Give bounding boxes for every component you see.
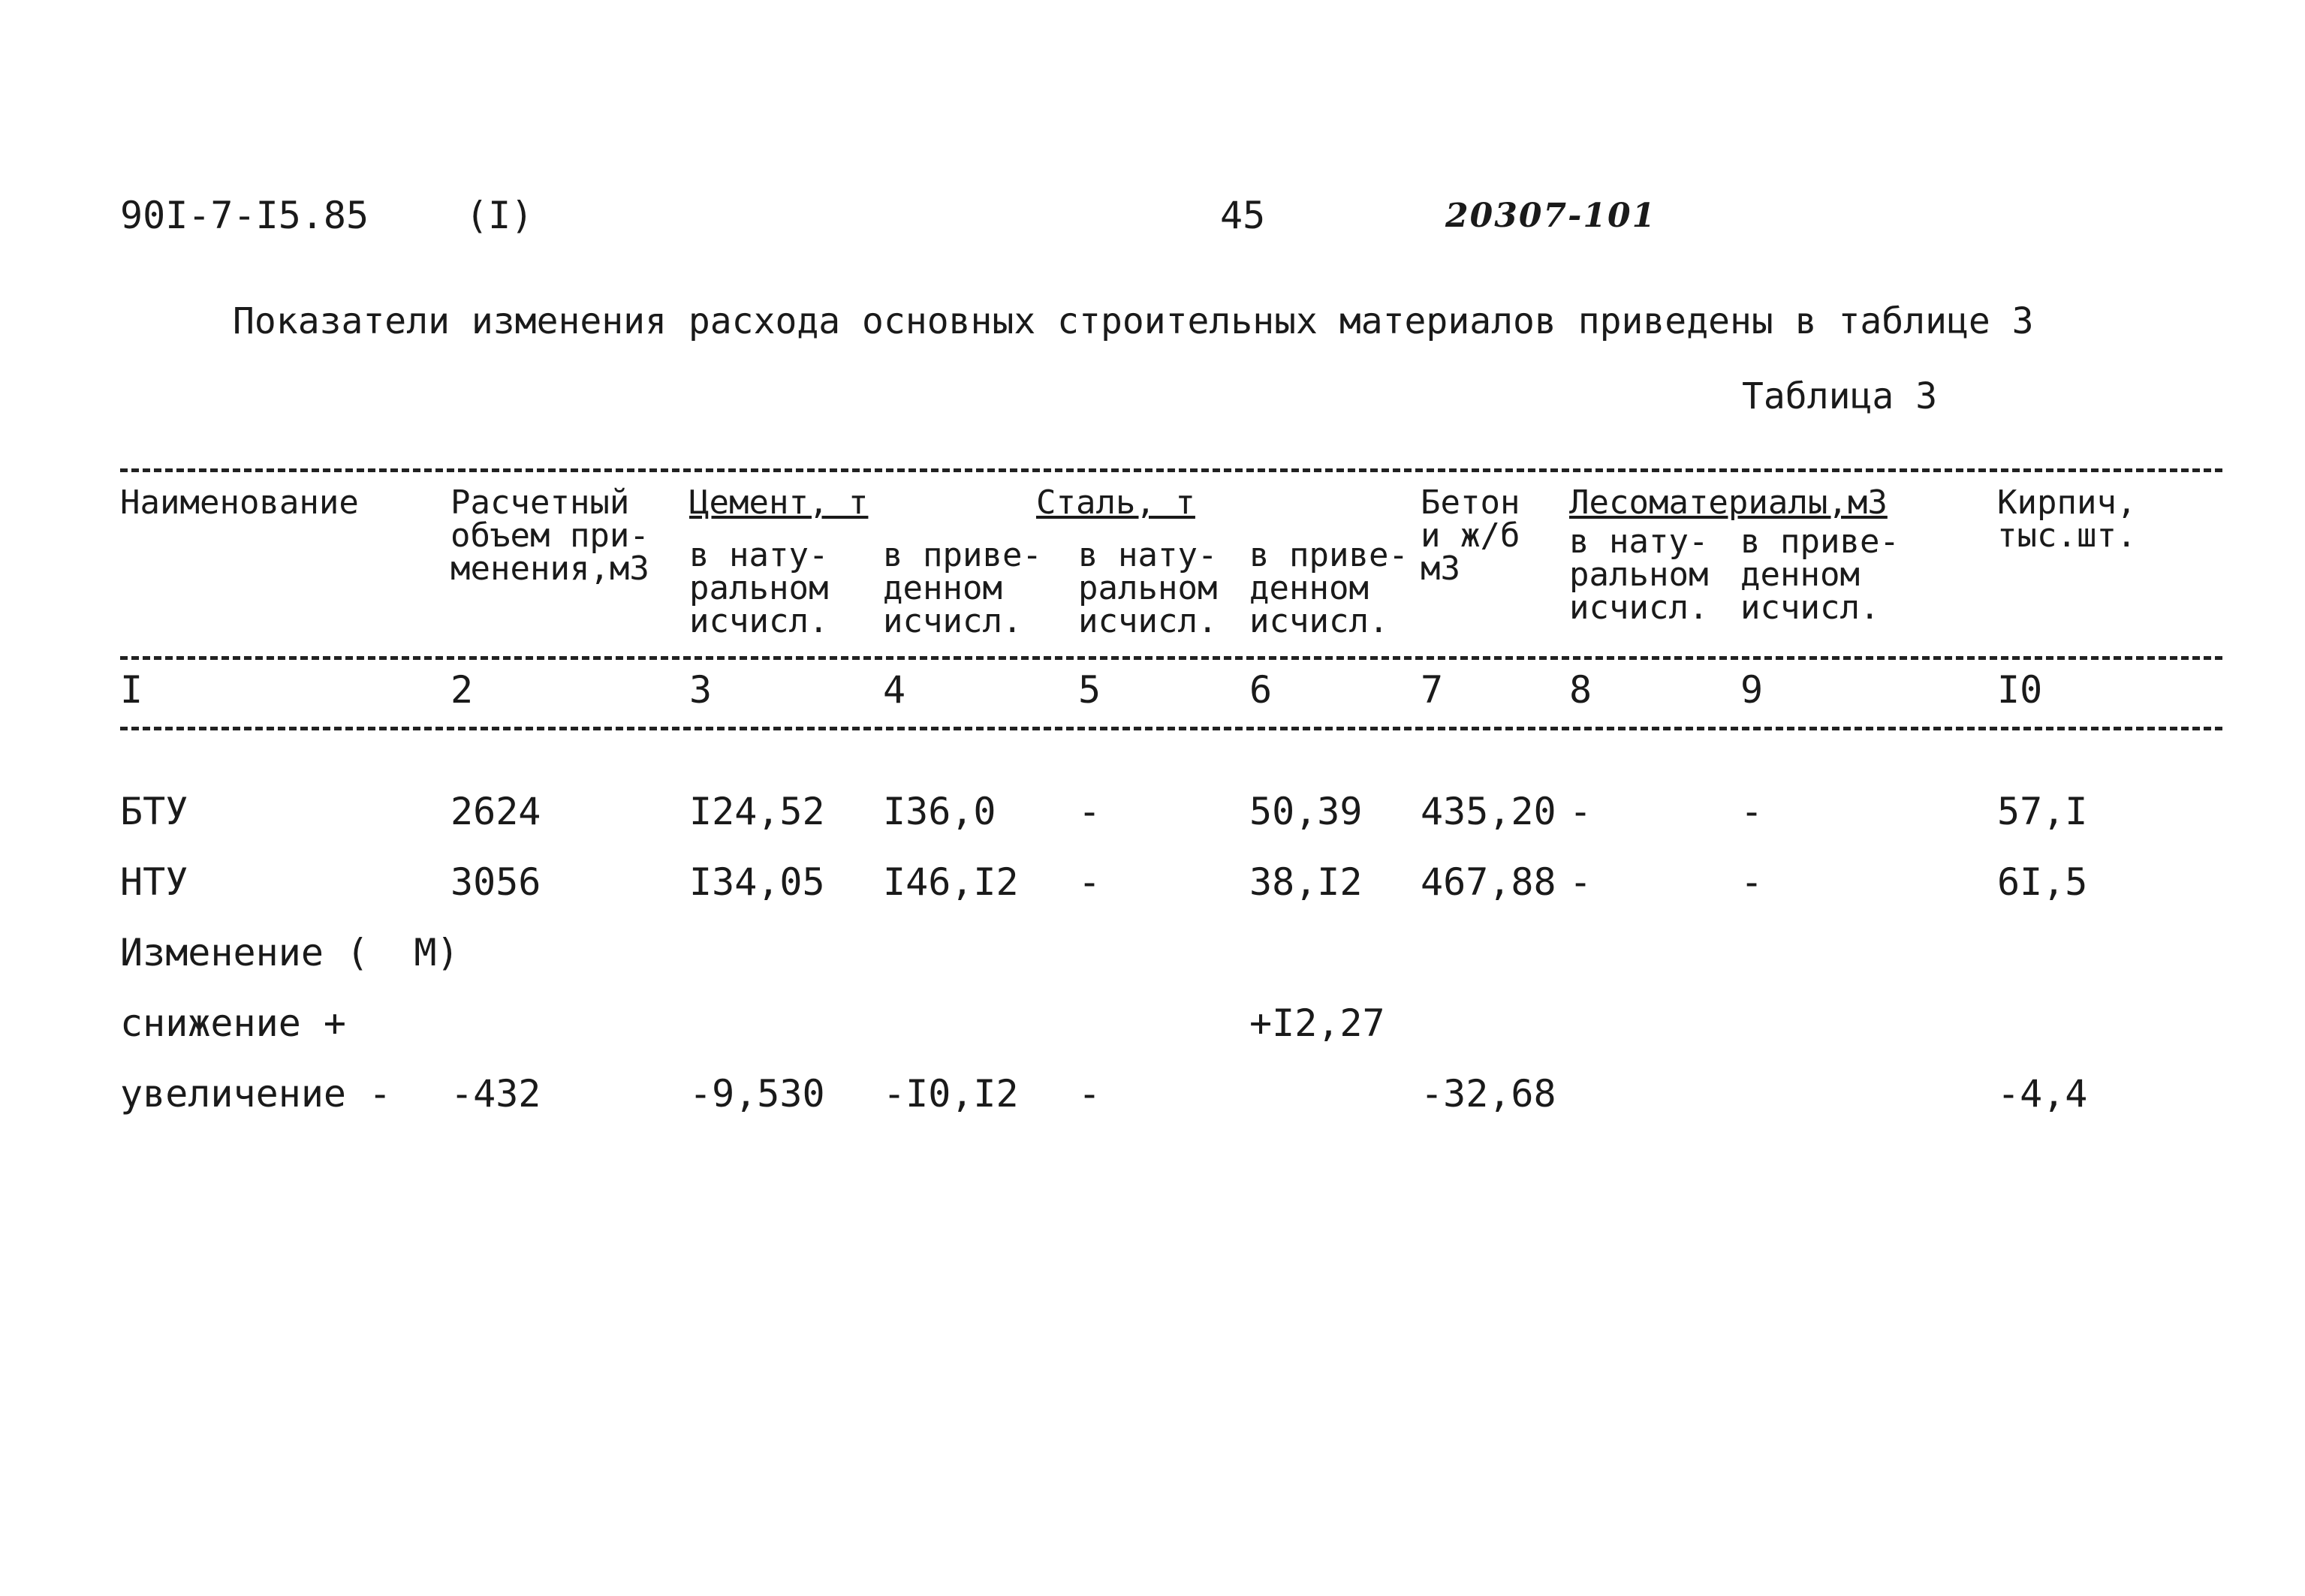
handwritten-reference: 20307-101 [1445,197,1657,235]
column-number: I [120,668,143,712]
cell-steel-natural: - [1078,790,1101,833]
cell-cement-reduced: -I0,I2 [883,1072,1019,1116]
cell-brick: 57,I [1997,790,2088,833]
column-number: 2 [450,668,474,712]
page-number: 45 [1220,194,1266,237]
cell-steel-reduced: +I2,27 [1249,1001,1385,1045]
cell-timber-natural: - [1569,790,1592,833]
header-name: Наименование [120,483,359,522]
cell-volume: -432 [450,1072,541,1116]
cell-timber-reduced: - [1740,790,1764,833]
decrease-label: снижение + [120,1001,347,1045]
increase-label: увеличение - [120,1072,392,1116]
cell-concrete: 435,20 [1421,790,1556,833]
table-label: Таблица 3 [1742,375,1938,417]
cell-steel-natural: - [1078,860,1101,904]
cell-cement-natural: I34,05 [689,860,825,904]
cell-cement-reduced: I36,0 [883,790,996,833]
cell-timber-reduced: - [1740,860,1764,904]
header-steel-natural: в нату- ральном исчисл. [1078,536,1218,640]
cell-cement-natural: -9,530 [689,1072,825,1116]
cell-timber-natural: - [1569,860,1592,904]
header-steel-reduced: в приве- денном исчисл. [1249,536,1409,640]
header-cement-group: Цемент, т [689,483,869,522]
cell-volume: 2624 [450,790,541,833]
column-number: 4 [883,668,906,712]
column-number: 8 [1569,668,1592,712]
header-timber-reduced: в приве- денном исчисл. [1740,522,1900,627]
cell-cement-natural: I24,52 [689,790,825,833]
column-number: 6 [1249,668,1273,712]
header-timber-natural: в нату- ральном исчисл. [1569,522,1709,627]
header-cement-natural: в нату- ральном исчисл. [689,536,829,640]
header-timber-group: Лесоматериалы,м3 [1569,483,1888,522]
header-volume: Расчетный объем при- менения,м3 [450,483,649,588]
cell-steel-reduced: 50,39 [1249,790,1363,833]
cell-volume: 3056 [450,860,541,904]
cell-brick: -4,4 [1997,1072,2088,1116]
intro-text: Показатели изменения расхода основных строительных материалов приведены в таблице 3 [233,300,2034,342]
column-number: I0 [1997,668,2043,712]
column-number: 5 [1078,668,1101,712]
cell-brick: 6I,5 [1997,860,2088,904]
document-part: (I) [466,194,534,237]
header-brick: Кирпич, тыс.шт. [1997,483,2137,555]
header-steel-group: Сталь, т [1036,483,1195,522]
cell-concrete: 467,88 [1421,860,1556,904]
document-code: 90I-7-I5.85 [120,194,369,237]
row-name: НТУ [120,860,188,904]
change-title: Изменение ( М) [120,931,459,974]
column-number: 9 [1740,668,1764,712]
row-name: БТУ [120,790,188,833]
column-number-rule [120,727,2222,730]
table-top-rule [120,468,2222,472]
cell-concrete: -32,68 [1421,1072,1556,1116]
header-cement-reduced: в приве- денном исчисл. [883,536,1042,640]
header-bottom-rule [120,656,2222,660]
cell-steel-reduced: 38,I2 [1249,860,1363,904]
header-concrete: Бетон и ж/б м3 [1421,483,1520,588]
column-number: 7 [1421,668,1444,712]
cell-steel-natural: - [1078,1072,1101,1116]
cell-cement-reduced: I46,I2 [883,860,1019,904]
column-number: 3 [689,668,713,712]
